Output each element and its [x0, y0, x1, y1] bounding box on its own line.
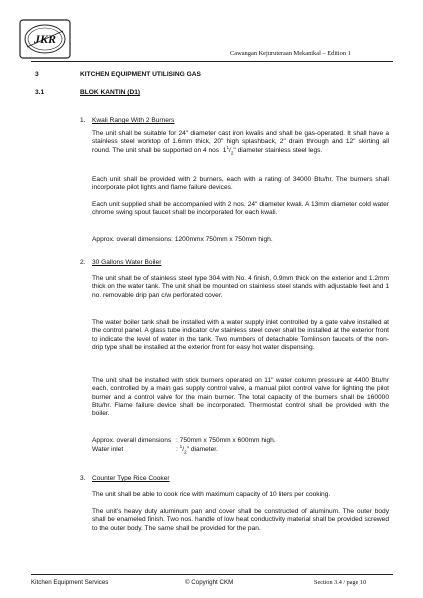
paragraph: The water boiler tank shall be installed with a water supply inlet controlled by a gate valve installed at the control panel. A glass tube indicator c/w stainless steel cover shall be installed at the exterior front to indicate the level of water in the tank. Two numbers of detachable Tomlinson faucets of the non-drip type shall be installed at the exterior front for easy hot water dispensing. — [92, 319, 389, 351]
inlet-denominator: 2 — [184, 449, 187, 455]
paragraph: The unit shall be installed with stick burners operated on 11" water column pressure at 4400 Btu/hr each, controlled by a main gas supply control valve, a manual pilot control valve for lighting the pilot burner and a control valve for the main burner. The total capacity of the burners shall be 160000 Btu/hr. Flame failure device shall be incorporated. Thermostat control shall be provided with the boiler. — [92, 377, 389, 418]
subsection-title: BLOK KANTIN (D1) — [80, 89, 141, 96]
paragraph: The unit shall be suitable for 24" diameter cast iron kwalis and shall be gas-operated. It shall have a stainless steel worktop of 1.6mm thick, 20" high splashback, 2" drain through and 12" skirting all round. The unit shall be supported on 4 nos $1^1/_2$" diameter stainless steel legs. — [92, 130, 389, 155]
section-number: 3 — [35, 71, 39, 78]
subsection-number: 3.1 — [35, 89, 45, 96]
paragraph: Each unit supplied shall be accompanied with 2 nos. 24" diameter kwali. A 13mm diameter cold water chrome swing spout faucet shall be incorporated for each kwali. — [92, 201, 389, 217]
item-title: 30 Gallons Water Boiler — [92, 259, 162, 266]
logo-text: JKR — [33, 32, 57, 46]
inlet-suffix: " diameter. — [186, 446, 218, 453]
fraction-denominator: 2 — [230, 149, 234, 155]
paragraph: Each unit shall be provided with 2 burners, each with a rating of 34000 Btu/hr. The burners shall incorporate pilot lights and flame failure devices. — [92, 176, 389, 192]
paragraph: The unit shall be able to cook rice with maximum capacity of 10 liters per cooking. — [92, 491, 331, 498]
paragraph: The unit's heavy duty aluminum pan and cover shall be constructed of aluminum. The outer body shall be enameled finish. Two nos. handle of low heat conductivity material shall be provided screwed to the outer body. The same shall be provided for the pan. — [92, 508, 389, 532]
footer-copyright: © Copyright CKM — [185, 579, 234, 586]
paragraph: Approx. overall dimensions: 1200mmx 750mm x 750mm high. — [92, 236, 273, 243]
section-title: KITCHEN EQUIPMENT UTILISING GAS — [80, 71, 201, 78]
inlet-line: Water inlet : $^1/_2$" diameter. — [92, 443, 218, 455]
paragraph-text: The unit shall be suitable for 24" diameter cast iron kwalis and shall be gas-operated. It shall have a stainless steel worktop of 1.6mm thick, 20" high splashback, 2" drain through and 12" skirting all round. The unit shall be supported on 4 nos — [92, 130, 389, 154]
dimension-value: : 750mm x 750mm x 600mm high. — [176, 437, 276, 444]
paragraph: The unit shall be of stainless steel type 304 with No. 4 finish, 0.9mm thick on the exterior and 1.2mm thick on the water tank. The unit shall be mounted on stainless steel stands with adjustable feet and 1 no. removable drip pan c/w perforated cover. — [92, 275, 389, 299]
inlet-label: Water inlet — [92, 446, 124, 453]
inlet-prefix: : — [176, 446, 180, 453]
inlet-numerator: 1 — [179, 443, 183, 449]
jkr-logo — [19, 19, 71, 59]
header-rule — [31, 61, 393, 62]
item-number: 3. — [80, 475, 86, 482]
fraction-whole: 1 — [222, 146, 227, 154]
fraction-numerator: 1 — [226, 144, 229, 150]
dimension-line — [92, 437, 276, 445]
item-number: 1. — [80, 117, 86, 124]
footer-rule — [31, 574, 393, 575]
footer-left: Kitchen Equipment Services — [31, 579, 109, 586]
footer-page: Section 3.4 / page 10 — [314, 579, 367, 586]
item-title: Kwali Range With 2 Burners — [92, 117, 175, 124]
paragraph-text: diameter stainless steel legs. — [237, 146, 323, 154]
header-title: Cawangan Kejuruteraan Mekanikal – Edition 1 — [230, 50, 351, 57]
item-number: 2. — [80, 259, 86, 266]
dimension-label: Approx. overall dimensions — [92, 437, 172, 444]
item-title: Counter Type Rice Cooker — [92, 475, 170, 482]
